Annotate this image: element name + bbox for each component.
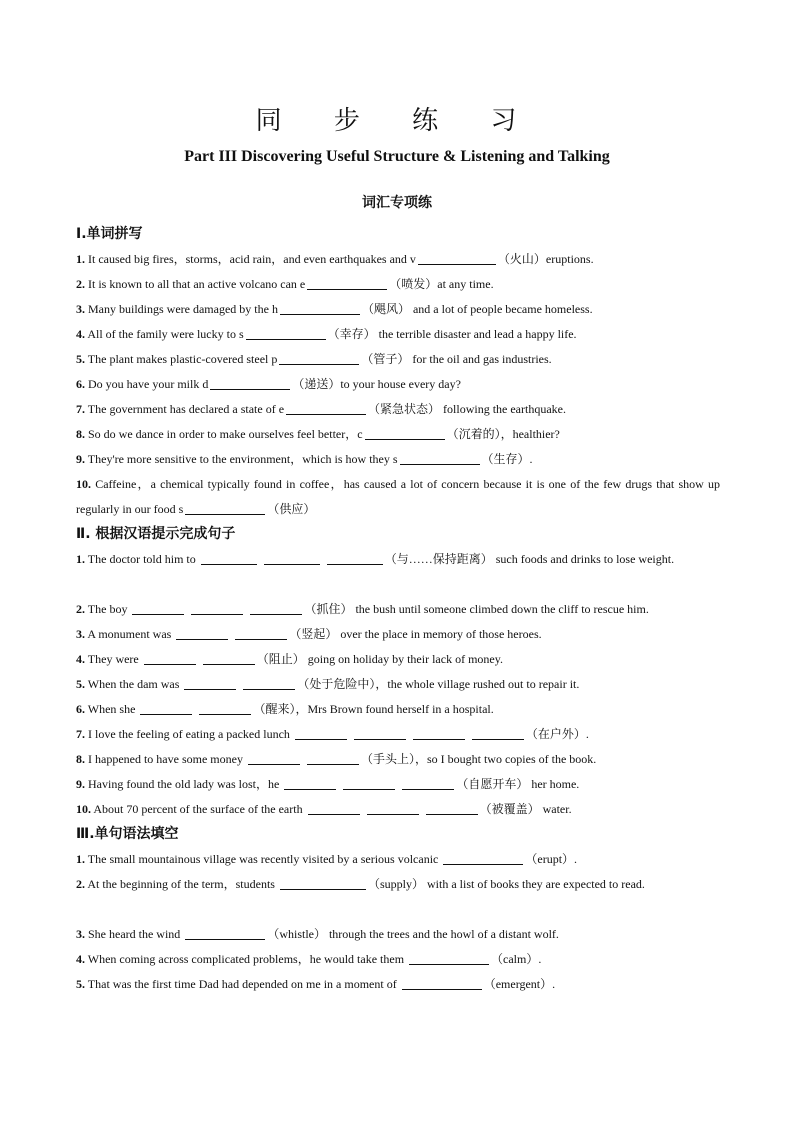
answer-blank[interactable] [248,750,300,765]
question-number: 9. [76,452,85,466]
answer-blank[interactable] [140,700,192,715]
question-text: I love the feeling of eating a packed lunch [85,727,290,741]
answer-blank[interactable] [402,775,454,790]
question-item [76,272,720,297]
question-number: 6. [76,702,85,716]
question-text: The boy [85,602,128,616]
question-text: Caffeine，a chemical typically found in coffee，has caused a lot of concern because it is one of the few drugs that show up regularly in our food s [76,477,720,516]
answer-blank[interactable] [413,725,465,740]
question-text: They're more sensitive to the environment，which is how they s [85,452,398,466]
answer-blank[interactable] [250,600,302,615]
question-number: 7. [76,727,85,741]
question-text: （处于危险中），the whole village rushed out to repair it. [297,677,580,691]
answer-blank[interactable] [472,725,524,740]
answer-blank[interactable] [280,875,366,890]
question-number: 2. [76,277,85,291]
page-subtitle: Part III Discovering Useful Structure & Listening and Talking [184,148,610,165]
answer-blank[interactable] [201,550,257,565]
question-text: （erupt）. [525,852,578,866]
answer-blank[interactable] [176,625,228,640]
question-text: I happened to have some money [85,752,243,766]
question-text: That was the first time Dad had depended on me in a moment of [85,977,397,991]
answer-blank[interactable] [203,650,255,665]
question-text: A monument was [85,627,172,641]
question-number: 1. [76,852,85,866]
answer-blank[interactable] [307,275,387,290]
page-title: 同 步 练 习 [255,106,539,136]
answer-blank[interactable] [400,450,480,465]
answer-blank[interactable] [286,400,366,415]
answer-blank[interactable] [144,650,196,665]
answer-blank[interactable] [426,800,478,815]
question-text: （自愿开车） her home. [456,777,580,791]
question-item [76,672,720,697]
question-text: （在户外）. [525,727,589,741]
question-text: （竖起） over the place in memory of those heroes. [289,627,542,641]
question-text: The government has declared a state of e [85,402,285,416]
answer-blank[interactable] [284,775,336,790]
answer-blank[interactable] [295,725,347,740]
question-item [76,772,720,797]
question-number: 5. [76,977,85,991]
question-text: （emergent）. [483,977,556,991]
question-text: （whistle） through the trees and the howl of a distant wolf. [267,927,559,941]
question-number: 10. [76,802,91,816]
question-text: （管子） for the oil and gas industries. [361,352,552,366]
question-item [76,622,720,647]
question-text: The small mountainous village was recently visited by a serious volcanic [85,852,439,866]
question-text: （幸存） the terrible disaster and lead a happy life. [327,327,577,341]
question-text: （阻止） going on holiday by their lack of money. [256,652,503,666]
question-text: （与……保持距离） such foods and drinks to lose weight. [384,552,675,566]
answer-blank[interactable] [264,550,320,565]
question-text: The plant makes plastic-covered steel p [85,352,278,366]
answer-blank[interactable] [402,975,482,990]
answer-blank[interactable] [354,725,406,740]
question-number: 1. [76,552,85,566]
question-item [76,322,720,347]
question-number: 3. [76,627,85,641]
question-item [76,947,720,972]
answer-blank[interactable] [279,350,359,365]
question-item [76,422,720,447]
question-item [76,547,720,597]
question-number: 4. [76,952,85,966]
question-number: 8. [76,752,85,766]
section-heading-translation: Ⅱ. 根据汉语提示完成句子 [76,526,236,542]
section-heading-grammar: Ⅲ.单句语法填空 [76,826,179,842]
answer-blank[interactable] [418,250,496,265]
exercise-content [76,222,720,997]
question-item [76,472,720,522]
answer-blank[interactable] [185,925,265,940]
question-text: So do we dance in order to make ourselves feel better，c [85,427,363,441]
question-item [76,747,720,772]
question-text: Do you have your milk d [85,377,209,391]
answer-blank[interactable] [210,375,290,390]
question-number: 5. [76,677,85,691]
question-number: 4. [76,327,85,341]
question-number: 4. [76,652,85,666]
answer-blank[interactable] [367,800,419,815]
question-number: 3. [76,302,85,316]
question-text: The doctor told him to [85,552,196,566]
question-item [76,797,720,822]
question-number: 7. [76,402,85,416]
question-number: 5. [76,352,85,366]
question-item [76,647,720,672]
answer-blank[interactable] [365,425,445,440]
question-item [76,847,720,872]
question-text: （抓住） the bush until someone climbed down the cliff to rescue him. [304,602,649,616]
question-text: （火山）eruptions. [497,252,594,266]
question-text: Many buildings were damaged by the h [85,302,278,316]
question-text: （生存）. [481,452,533,466]
question-item [76,347,720,372]
question-text: She heard the wind [85,927,181,941]
question-text: （被覆盖） water. [479,802,572,816]
answer-blank[interactable] [443,850,523,865]
question-text: They were [85,652,139,666]
question-text: It caused big fires，storms，acid rain，and even earthquakes and v [85,252,416,266]
answer-blank[interactable] [280,300,360,315]
answer-blank[interactable] [191,600,243,615]
section-heading-spelling: Ⅰ.单词拼写 [76,226,143,242]
question-number: 3. [76,927,85,941]
question-text: （沉着的），healthier? [446,427,560,441]
question-number: 10. [76,477,91,491]
question-number: 6. [76,377,85,391]
question-item [76,872,720,922]
question-item [76,297,720,322]
question-item [76,972,720,997]
question-text: When the dam was [85,677,180,691]
vocab-practice-heading: 词汇专项练 [362,195,432,211]
answer-blank[interactable] [343,775,395,790]
question-text: When she [85,702,136,716]
question-number: 9. [76,777,85,791]
question-item [76,372,720,397]
question-item [76,922,720,947]
answer-blank[interactable] [308,800,360,815]
question-number: 2. [76,877,85,891]
answer-blank[interactable] [184,675,236,690]
answer-blank[interactable] [235,625,287,640]
question-item [76,597,720,622]
question-text: （supply） with a list of books they are expected to read. [367,877,645,891]
question-text: （飓风） and a lot of people became homeless. [361,302,593,316]
question-text: All of the family were lucky to s [85,327,244,341]
question-text: （供应） [267,502,316,516]
question-text: （calm）. [491,952,542,966]
question-item [76,397,720,422]
answer-blank[interactable] [409,950,489,965]
answer-blank[interactable] [246,325,326,340]
answer-blank[interactable] [307,750,359,765]
question-number: 8. [76,427,85,441]
question-text: About 70 percent of the surface of the earth [91,802,303,816]
answer-blank[interactable] [185,500,265,515]
answer-blank[interactable] [199,700,251,715]
question-text: （醒来），Mrs Brown found herself in a hospital. [253,702,494,716]
question-item [76,697,720,722]
question-text: （喷发）at any time. [389,277,494,291]
question-text: At the beginning of the term，students [85,877,275,891]
answer-blank[interactable] [327,550,383,565]
question-number: 2. [76,602,85,616]
question-text: （紧急状态） following the earthquake. [368,402,566,416]
question-text: When coming across complicated problems，he would take them [85,952,405,966]
answer-blank[interactable] [132,600,184,615]
question-number: 1. [76,252,85,266]
question-text: Having found the old lady was lost，he [85,777,280,791]
question-text: It is known to all that an active volcano can e [85,277,306,291]
question-item [76,722,720,747]
question-text: （递送）to your house every day? [292,377,461,391]
question-text: （手头上），so I bought two copies of the book. [360,752,597,766]
answer-blank[interactable] [243,675,295,690]
question-item [76,247,720,272]
question-item [76,447,720,472]
